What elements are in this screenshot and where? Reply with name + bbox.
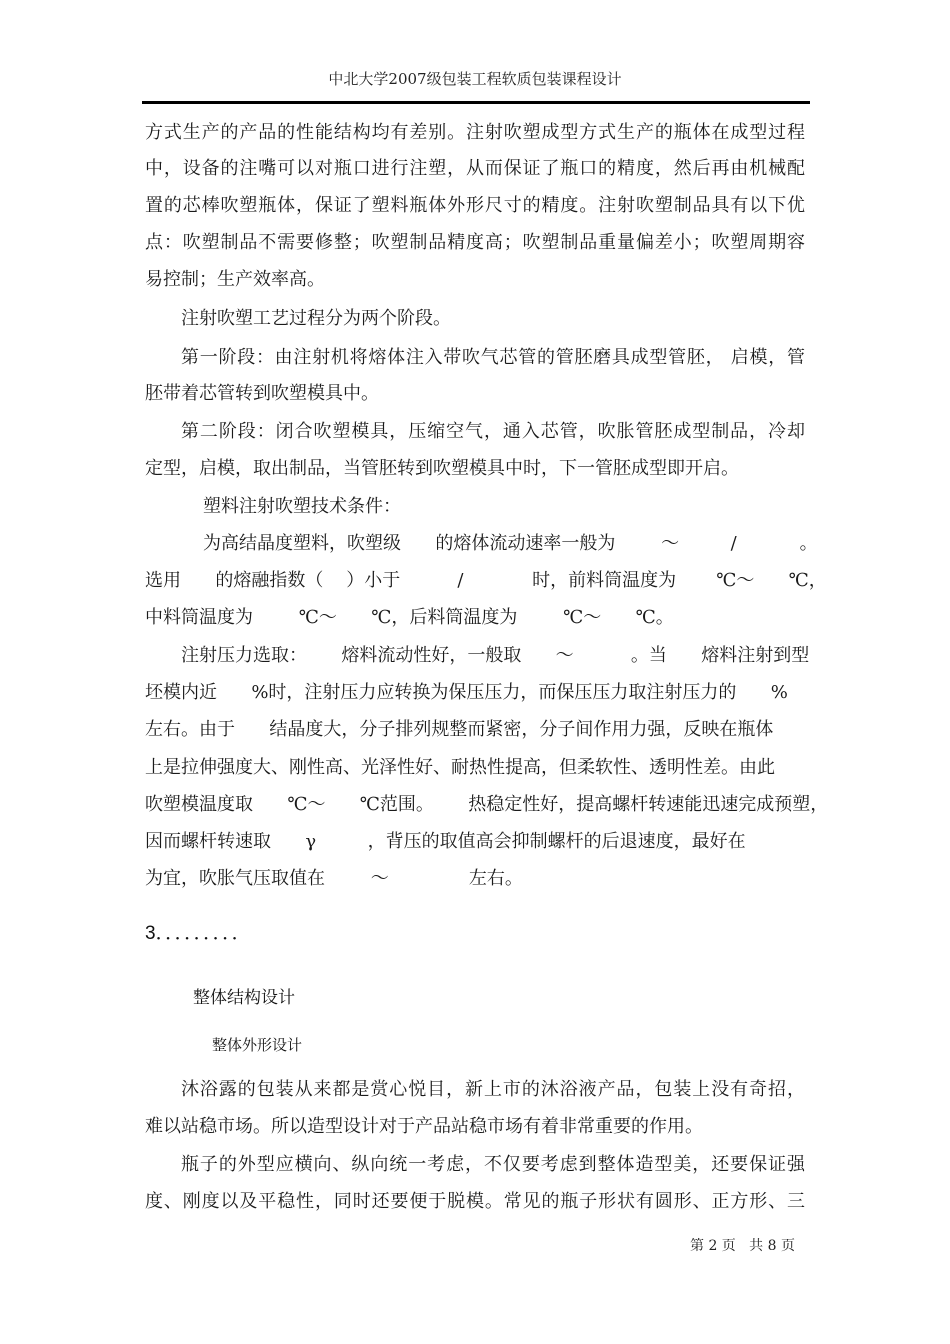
text-line: 上是拉伸强度大、刚性高、光泽性好、耐热性提高，但柔软性、透明性差。由此 [145, 757, 775, 778]
text-line: 中，设备的注嘴可以对瓶口进行注塑，从而保证了瓶口的精度，然后再由机械配 [145, 158, 805, 179]
text-line: 左右。由于 结晶度大，分子排列规整而紧密，分子间作用力强，反映在瓶体 [145, 719, 774, 740]
text-line: 点：吹塑制品不需要修整；吹塑制品精度高；吹塑制品重量偏差小；吹塑周期容 [145, 232, 805, 253]
text-line: 难以站稳市场。所以造型设计对于产品站稳市场有着非常重要的作用。 [145, 1116, 703, 1137]
shape-design-heading: 整体外形设计 [212, 1036, 303, 1054]
text-line: 注射吹塑工艺过程分为两个阶段。 [181, 308, 451, 329]
text-line: 注射压力选取： 熔料流动性好，一般取 ～ 。当 熔料注射到型 [181, 645, 810, 666]
text-line: 塑料注射吹塑技术条件： [203, 496, 401, 517]
text-line: 定型，启模，取出制品，当管胚转到吹塑模具中时，下一管胚成型即开启。 [145, 458, 739, 479]
text-line: 第二阶段：闭合吹塑模具，压缩空气，通入芯管，吹胀管胚成型制品，冷却 [181, 421, 805, 442]
text-line: 易控制；生产效率高。 [145, 269, 325, 290]
page-header: 中北大学2007级包装工程软质包装课程设计 [328, 70, 622, 88]
text-line: 选用 的熔融指数（ ）小于 / 时，前料筒温度为 ℃～ ℃， [145, 570, 827, 591]
text-line: 为宜，吹胀气压取值在 ～ 左右。 [145, 868, 523, 889]
text-line: 第一阶段：由注射机将熔体注入带吹气芯管的管胚磨具成型管胚， 启模，管 [181, 347, 805, 368]
page-footer: 第 2 页 共 8 页 [690, 1238, 795, 1254]
text-line: 置的芯棒吹塑瓶体，保证了塑料瓶体外形尺寸的精度。注射吹塑制品具有以下优 [145, 195, 805, 216]
section-3-heading: 3．．．．．．．．． [145, 923, 251, 944]
text-line: 中料筒温度为 ℃～ ℃，后料筒温度为 ℃～ ℃。 [145, 607, 674, 628]
text-line: 吹塑模温度取 ℃～ ℃范围。 热稳定性好，提高螺杆转速能迅速完成预塑， [145, 794, 829, 815]
text-line: 方式生产的产品的性能结构均有差别。注射吹塑成型方式生产的瓶体在成型过程 [145, 122, 805, 143]
header-rule [142, 101, 810, 104]
text-line: 度、刚度以及平稳性，同时还要便于脱模。常见的瓶子形状有圆形、正方形、三 [145, 1191, 805, 1212]
text-line: 为高结晶度塑料，吹塑级 的熔体流动速率一般为 ～ / 。 [203, 533, 818, 554]
text-line: 坯模内近 %时，注射压力应转换为保压压力，而保压压力取注射压力的 % [145, 682, 788, 703]
structure-design-heading: 整体结构设计 [193, 988, 295, 1008]
text-line: 瓶子的外型应横向、纵向统一考虑，不仅要考虑到整体造型美，还要保证强 [181, 1154, 805, 1175]
text-line: 沐浴露的包装从来都是赏心悦目，新上市的沐浴液产品，包装上没有奇招， [181, 1079, 805, 1100]
text-line: 胚带着芯管转到吹塑模具中。 [145, 383, 379, 404]
text-line: 因而螺杆转速取 γ ，背压的取值高会抑制螺杆的后退速度，最好在 [145, 831, 746, 852]
